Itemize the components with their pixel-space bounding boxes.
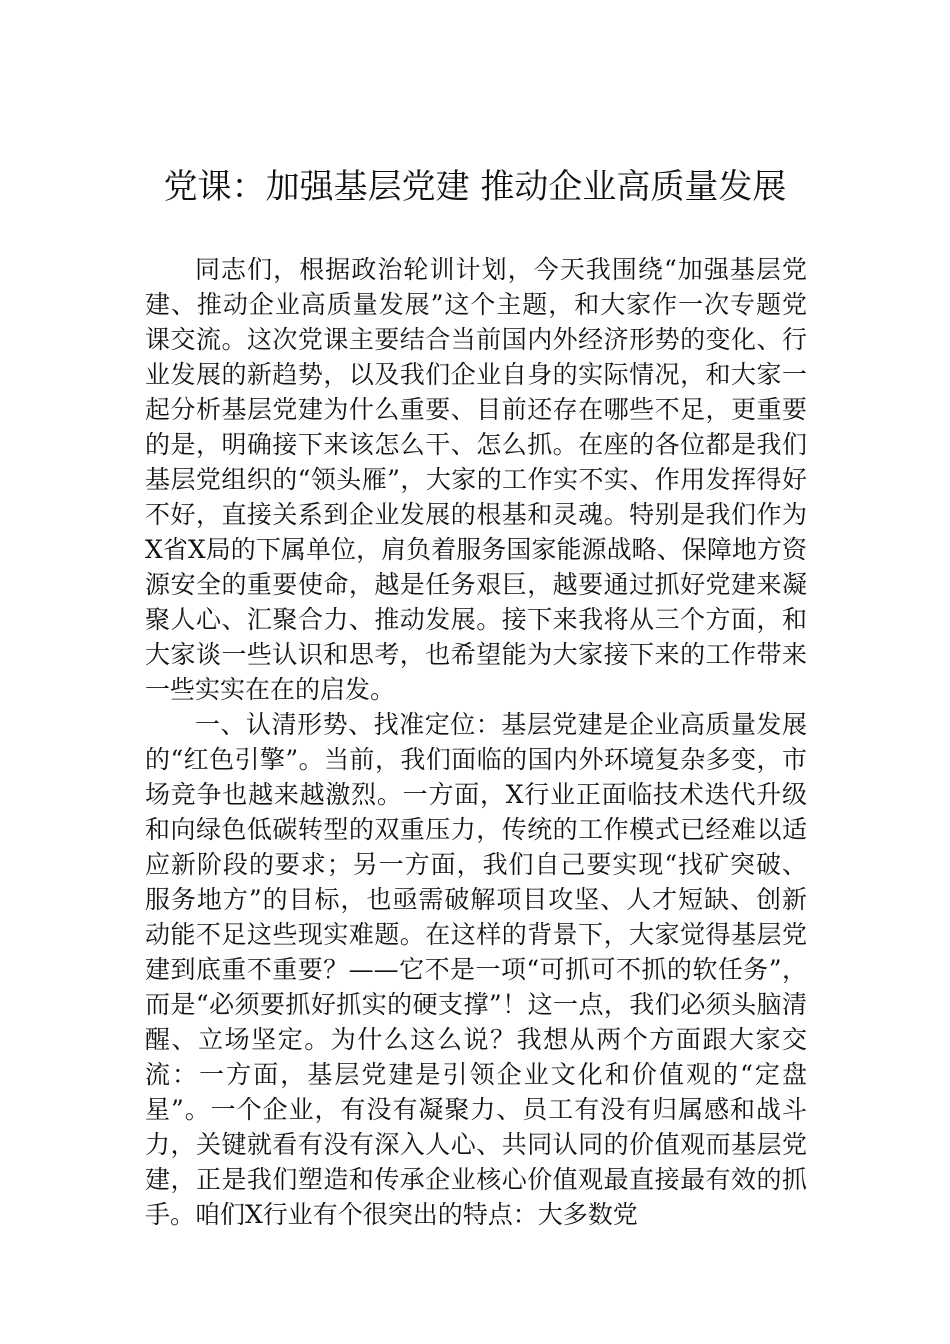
paragraph-section-one: 一、认清形势、找准定位：基层党建是企业高质量发展的“红色引擎”。当前，我们面临的国内外环境复杂多变，市场竞争也越来越激烈。一方面，X行业正面临技术迭代升级和向绿色低碳转型的双重压力，传统的工作模式已经难以适应新阶段的要求；另一方面，我们自己要实现“找矿突破、服务地方”的目标，也亟需破解项目攻坚、人才短缺、创新动能不足这些现实难题。在这样的背景下，大家觉得基层党建到底重不重要？——它不是一项“可抓可不抓的软任务”，而是“必须要抓好抓实的硬支撑”！这一点，我们必须头脑清醒、立场坚定。为什么这么说？我想从两个方面跟大家交流：一方面，基层党建是引领企业文化和价值观的“定盘星”。一个企业，有没有凝聚力、员工有没有归属感和战斗力，关键就看有没有深入人心、共同认同的价值观而基层党建，正是我们塑造和传承企业核心价值观最直接最有效的抓手。咱们X行业有个很突出的特点：大多数党 <box>145 710 807 1229</box>
page-title: 党课：加强基层党建 推动企业高质量发展 <box>163 167 787 207</box>
document-body <box>145 252 807 1232</box>
paragraph-intro: 同志们，根据政治轮训计划，今天我围绕“加强基层党建、推动企业高质量发展”这个主题，和大家作一次专题党课交流。这次党课主要结合当前国内外经济形势的变化、行业发展的新趋势，以及我们企业自身的实际情况，和大家一起分析基层党建为什么重要、目前还存在哪些不足，更重要的是，明确接下来该怎么干、怎么抓。在座的各位都是我们基层党组织的“领头雁”，大家的工作实不实、作用发挥得好不好，直接关系到企业发展的根基和灵魂。特别是我们作为X省X局的下属单位，肩负着服务国家能源战略、保障地方资源安全的重要使命，越是任务艰巨，越要通过抓好党建来凝聚人心、汇聚合力、推动发展。接下来我将从三个方面，和大家谈一些认识和思考，也希望能为大家接下来的工作带来一些实实在在的启发。 <box>145 255 807 704</box>
